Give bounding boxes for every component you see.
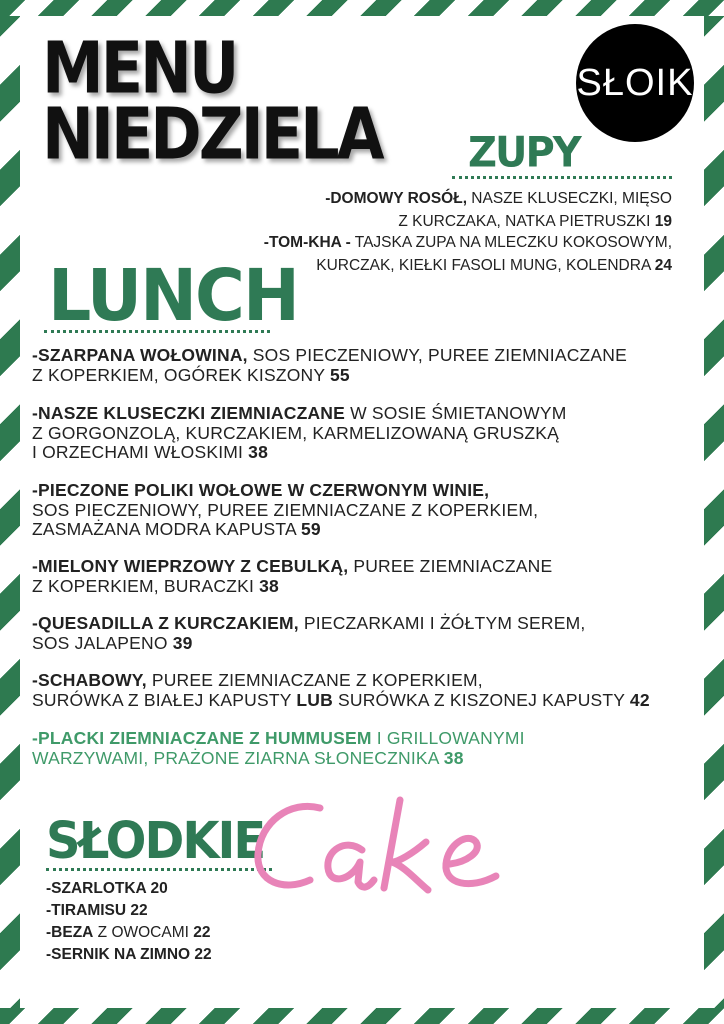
lunch-item-desc-2: SOS JALAPENO [32,632,173,653]
dessert-name: -SZARLOTKA [46,880,151,897]
lunch-item-desc: PUREE ZIEMNIACZANE Z KOPERKIEM, [146,670,483,690]
section-lunch-heading: LUNCH [48,255,298,338]
lunch-item-price: 38 [443,747,464,768]
lunch-item-desc-3: ZASMAŻANA MODRA KAPUSTA [32,519,301,539]
lunch-item-desc: W SOSIE ŚMIETANOWYM [345,403,567,423]
lunch-item [32,404,566,463]
lunch-item-desc-2: WARZYWAMI, PRAŻONE ZIARNA SŁONECZNIKA [32,747,444,768]
lunch-item-price: 38 [248,442,269,462]
dessert-item [46,922,211,944]
cake-script-lettering [250,792,510,902]
lunch-item-name: -MIELONY WIEPRZOWY Z CEBULKĄ, [32,556,349,576]
logo-text: SŁOIK [576,61,694,104]
right-stripe-border [704,0,724,1024]
left-stripe-border [0,0,20,1024]
lunch-item [32,671,650,710]
top-stripe-border [0,0,724,16]
soup-price: 24 [654,256,672,274]
soup-name: -TOM-KHA - [263,234,351,251]
lunch-item-name: -QUESADILLA Z KURCZAKIEM, [32,613,299,633]
soup-item [264,232,672,277]
lunch-item-name: -SZARPANA WOŁOWINA, [32,345,248,365]
title-day: NIEDZIELA [42,92,382,176]
dessert-desc: Z OWOCAMI [93,924,194,941]
dessert-price: 22 [193,924,211,941]
soup-price: 19 [654,212,672,230]
dessert-price: 22 [194,946,212,963]
soup-name: -DOMOWY ROSÓŁ, [325,190,467,207]
title-menu: MENU [42,26,237,110]
lunch-item-desc-2: Z GORGONZOLĄ, KURCZAKIEM, KARMELIZOWANĄ GRUSZKĄ [32,422,559,443]
lunch-item-desc: PUREE ZIEMNIACZANE [348,556,553,576]
lunch-item-price: 42 [629,689,650,710]
lunch-item-name: -PLACKI ZIEMNIACZANE Z HUMMUSEM [32,728,372,748]
soup-desc-2: Z KURCZAKA, NATKA PIETRUSZKI [398,212,655,230]
dessert-price: 20 [150,880,168,897]
section-desserts-heading: SŁODKIE [46,812,265,871]
lunch-item-price: 38 [259,575,279,596]
lunch-item [32,346,627,385]
soup-desc: TAJSKA ZUPA NA MLECZKU KOKOSOWYM, [350,234,672,251]
dessert-item [46,878,168,900]
dessert-item [46,944,212,966]
lunch-item-desc-2: Z KOPERKIEM, OGÓREK KISZONY [32,364,330,385]
lunch-divider [44,330,270,333]
lunch-item [32,614,585,653]
lunch-item-or: LUB [296,689,333,710]
lunch-item [32,557,552,596]
dessert-item [46,900,148,922]
bottom-stripe-border [0,1008,724,1024]
lunch-item-price: 55 [329,364,350,385]
lunch-item-desc-2: Z KOPERKIEM, BURACZKI [32,575,260,596]
lunch-item-price: 59 [300,519,321,539]
soups-divider [452,176,672,179]
lunch-item [32,481,538,540]
lunch-item-name: -SCHABOWY, [32,670,147,690]
lunch-item-desc-2c: SURÓWKA Z KISZONEJ KAPUSTY [332,689,630,710]
lunch-item-desc-2: SOS PIECZENIOWY, PUREE ZIEMNIACZANE Z KOPERKIEM, [32,499,539,520]
lunch-item-desc: PIECZARKAMI I ŻÓŁTYM SEREM, [298,613,586,633]
dessert-name: -SERNIK NA ZIMNO [46,946,195,963]
sloik-logo [576,24,694,142]
desserts-divider [46,868,272,871]
dessert-name: -TIRAMISU [46,902,131,919]
dessert-price: 22 [130,902,148,919]
dessert-name: -BEZA [46,924,94,941]
soup-desc-2: KURCZAK, KIEŁKI FASOLI MUNG, KOLENDRA [316,256,655,274]
section-soups-heading: ZUPY [468,128,580,178]
lunch-item-name: -PIECZONE POLIKI WOŁOWE W CZERWONYM WINIE, [32,480,490,500]
lunch-item-desc: I GRILLOWANYMI [371,728,525,748]
lunch-item-vegetarian [32,729,525,768]
lunch-item-name: -NASZE KLUSECZKI ZIEMNIACZANE [32,403,346,423]
soup-desc: NASZE KLUSECZKI, MIĘSO [467,190,672,207]
lunch-item-desc: SOS PIECZENIOWY, PUREE ZIEMNIACZANE [247,345,628,365]
lunch-item-price: 39 [172,632,193,653]
lunch-item-desc-3: I ORZECHAMI WŁOSKIMI [32,442,249,462]
soup-item [325,188,672,233]
lunch-item-desc-2a: SURÓWKA Z BIAŁEJ KAPUSTY [32,689,297,710]
